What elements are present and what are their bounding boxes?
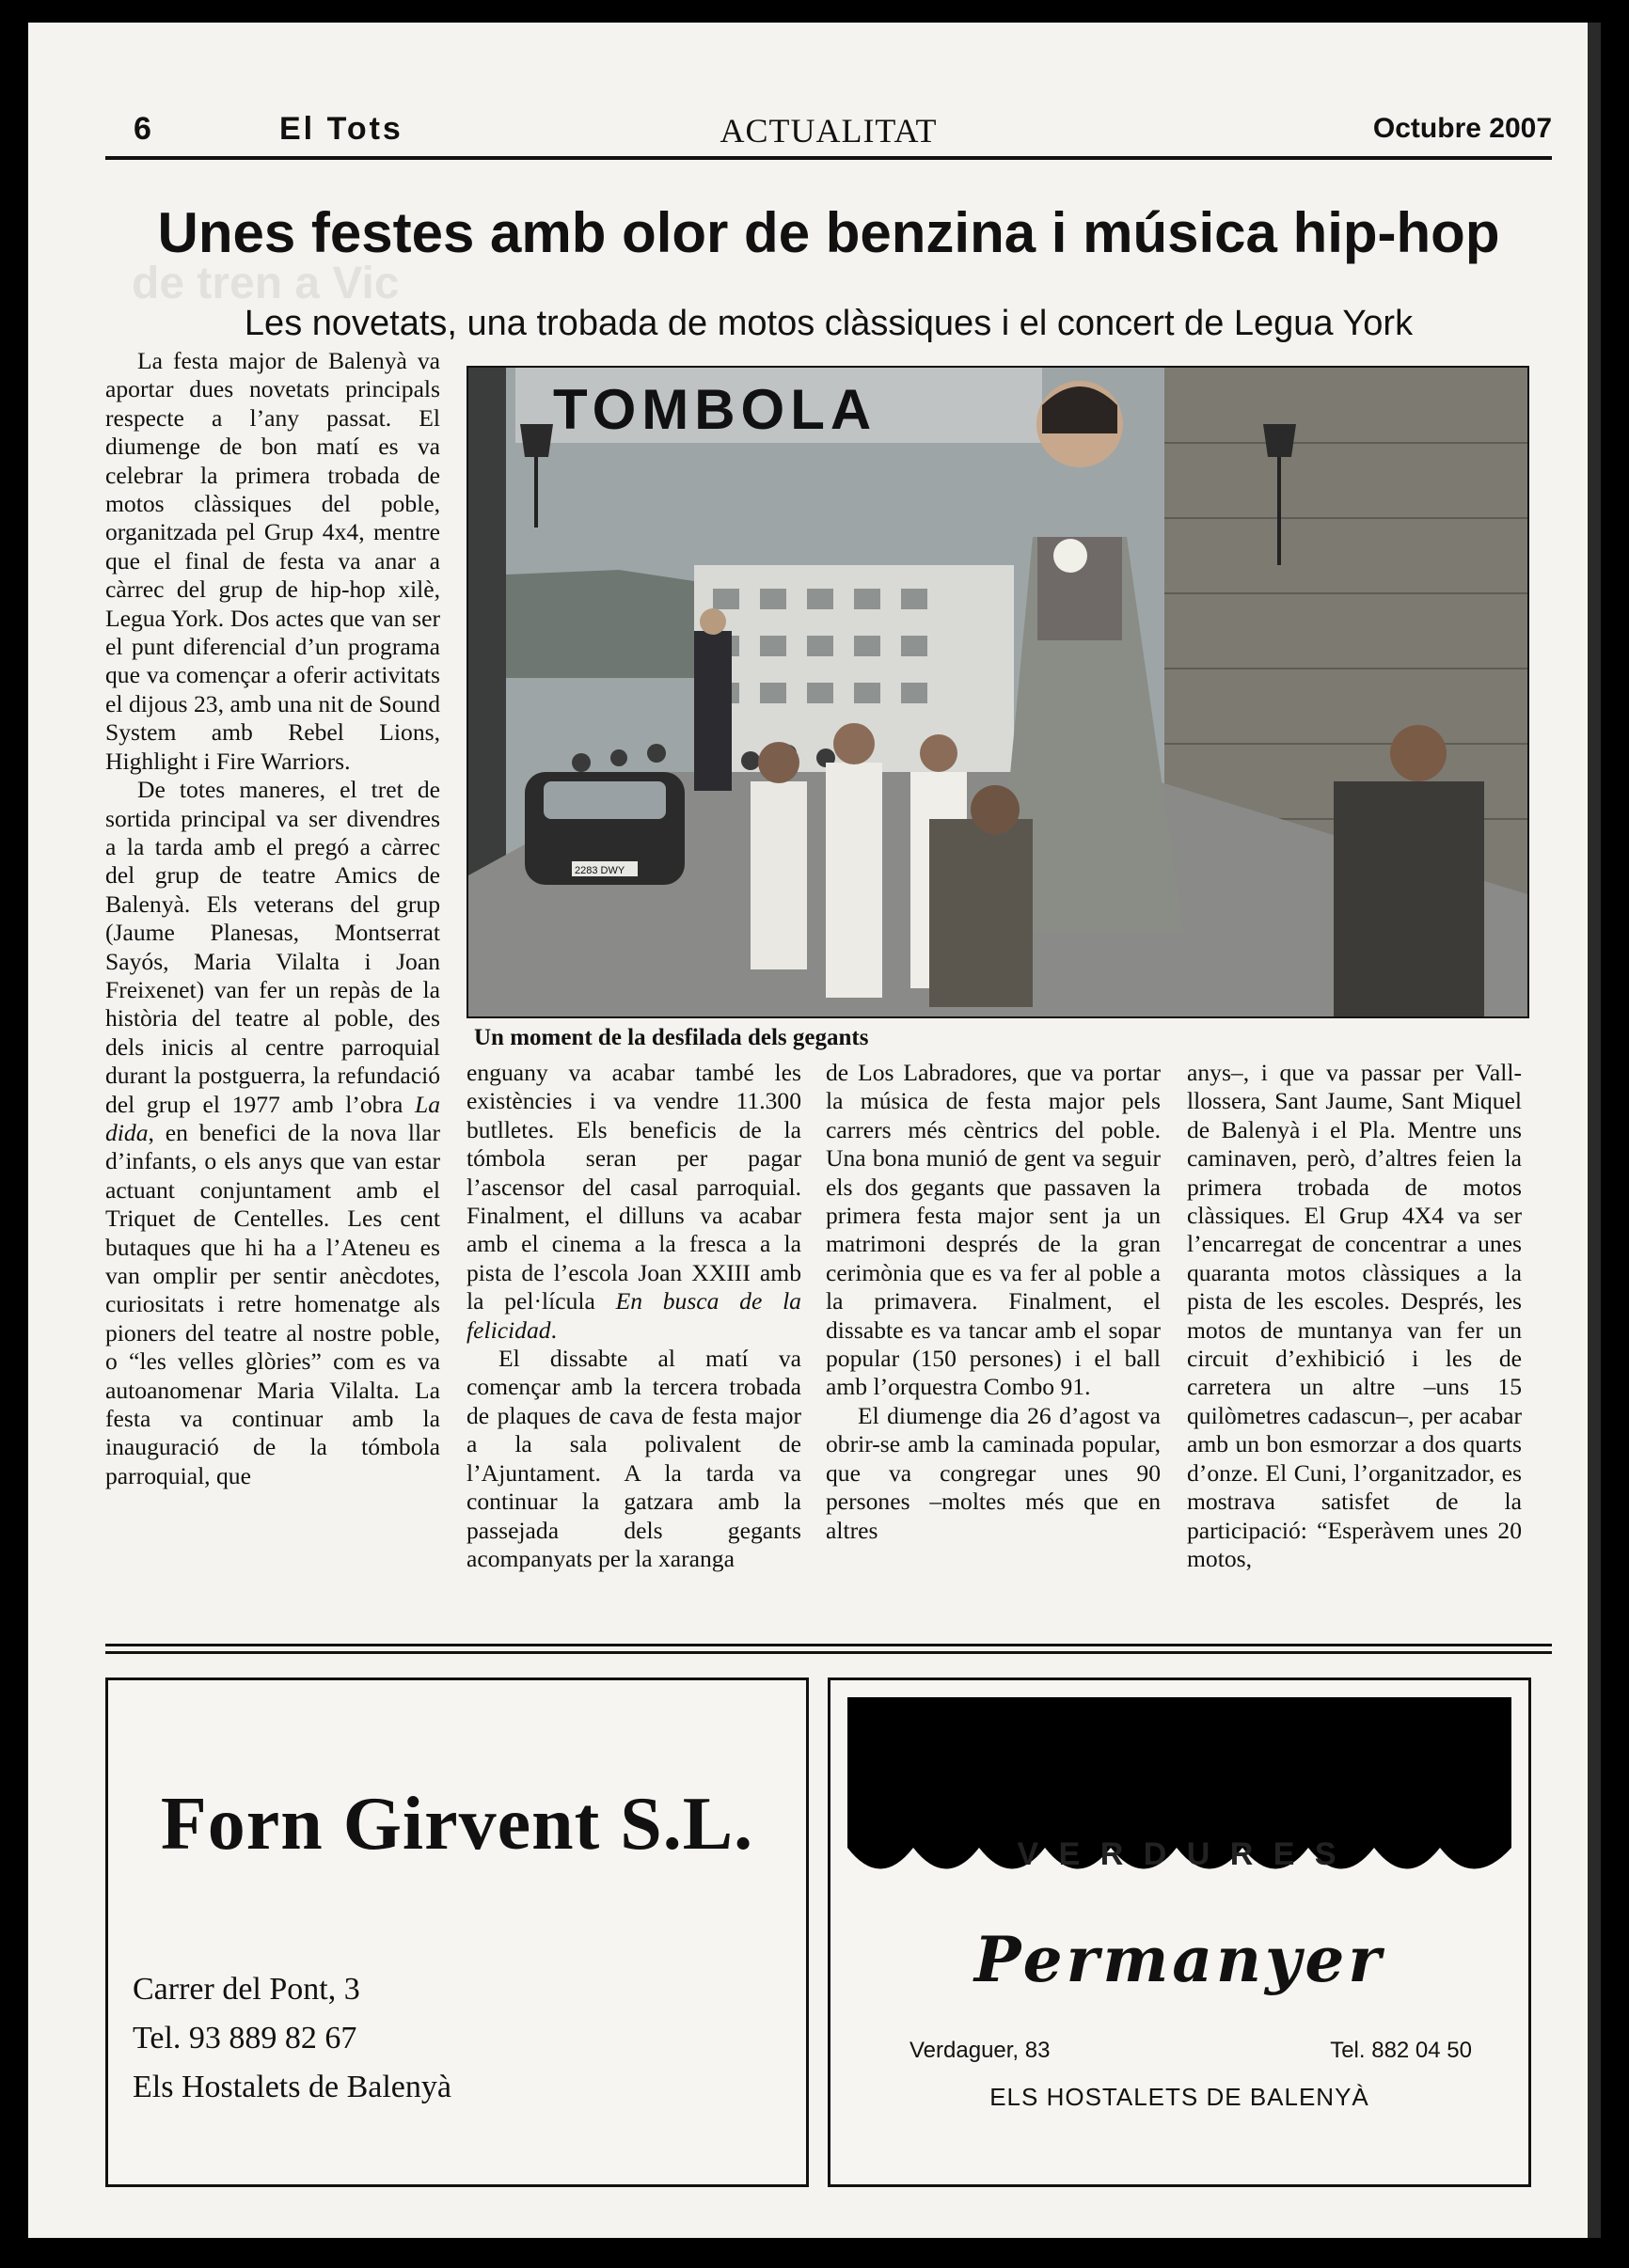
page-header: [105, 88, 1552, 160]
paragraph: El dissabte al matí va començar amb la tercera trobada de plaques de cava de festa major a la sala polivalent de l’Ajuntament. A la tarda va continuar la gatzara amb la passejada dels gegants acompanyats per la xaranga: [467, 1345, 801, 1572]
article-column-3: [826, 1059, 1161, 1545]
advert-business-name: Permanyer: [973, 1923, 1385, 1996]
advert-business-name: Forn Girvent S.L.: [160, 1783, 754, 1866]
advert-forn-girvent: [105, 1677, 809, 2187]
paragraph: De totes maneres, el tret de sortida principal va ser divendres a la tarda amb el pregó a càrrec del grup de teatre Amics de Balenyà. Els veterans del grup (Jaume Planesas, Montserrat Sayós, Maria Vilalta i Joan Freixenet) van fer un repàs de la història del teatre al poble, des dels inicis al centre parroquial durant la postguerra, la refundació del grup el 1977 amb l’obra La dida, en benefici de la nova llar d’infants, o els anys que van estar actuant conjuntament amb el Triquet de Centelles. Les cent butaques que hi ha a l’Ateneu es van omplir per sentir anècdotes, curiositats i retre homenatge als pioners del teatre al nostre poble, o “les velles glòries” com es va autoanomenar Maria Vilalta. La festa va continuar amb la inauguració de la tómbola parroquial, que: [105, 776, 440, 1489]
paragraph: La festa major de Balenyà va aportar dues novetats principals respecte a l’any passat. El diumenge de bon matí es va celebrar la primera trobada de motos clàssiques del poble, organitzada pel Grup 4x4, mentre que el final de festa va anar a càrrec del grup de hip-hop xilè, Legua York. Dos actes que van ser el punt diferencial d’un programa que va començar a oferir activitats el dijous 23, amb una nit de Sound System amb Rebel Lions, Highlight i Fire Warriors.: [105, 347, 440, 775]
divider-rule: [105, 1651, 1552, 1654]
paragraph: de Los Labradores, que va portar la música de festa major pels carrers més cèntrics del poble. Una bona munió de gent va seguir els dos gegants que passaven la primera festa major sent ja un matrimoni després de la gran cerimònia que es va fer al poble a la primavera. Finalment, el dissabte es va tancar amb el sopar popular (150 persones) i el ball amb l’orquestra Combo 91.: [826, 1059, 1161, 1401]
photo-caption: Un moment de la desfilada dels gegants: [474, 1025, 869, 1050]
show-through: de tren a Vic: [132, 259, 400, 308]
advert-permanyer: [828, 1677, 1531, 2187]
issue-date: Octubre 2007: [1372, 113, 1552, 144]
paragraph: enguany va acabar també les existències i va vendre 11.300 butlletes. Els beneficis de la tómbola seran per pagar l’ascensor del casal parroquial. Finalment, el dilluns va acabar amb el cinema a la fresca a la pista de l’escola Joan XXIII amb la pel·lícula En busca de la felicidad.: [467, 1059, 801, 1344]
advert-town: ELS HOSTALETS DE BALENYÀ: [989, 2083, 1369, 2111]
parade-photo: [467, 366, 1529, 1018]
advert-town: Els Hostalets de Balenyà: [133, 2070, 451, 2104]
article-subheadline: Les novetats, una trobada de motos clàssiques i el concert de Legua York: [244, 304, 1414, 343]
paragraph: El diumenge dia 26 d’agost va obrir-se amb la caminada popular, que va congregar unes 90 persones –moltes més que en altres: [826, 1401, 1161, 1544]
awning-logo: [847, 1697, 1511, 1904]
article-column-1: [105, 347, 440, 1490]
advert-phone: Tel. 93 889 82 67: [133, 2021, 357, 2055]
article-column-2: [467, 1059, 801, 1573]
svg-text:2283 DWY: 2283 DWY: [575, 865, 625, 876]
paragraph: anys–, i que va passar per Vall-llossera, Sant Jaume, Sant Miquel de Balenyà i el Pla. Mentre uns caminaven, però, d’altres feien la primera trobada de motos clàssiques. El Grup 4X4 va ser l’encarregat de concentrar a unes quaranta motos clàssiques a la pista de les escoles. Després, les motos de muntanya van fer un circuit d’exhibició i les de carretera un altre –uns 15 quilòmetres cadascun–, per acabar amb un bon esmorzar a dos quarts d’onze. El Cuni, l’organitzador, es mostrava satisfet de la participació: “Esperàvem unes 20 motos,: [1187, 1059, 1522, 1572]
svg-text:TOMBOLA: TOMBOLA: [553, 378, 878, 441]
page-edge: [1588, 23, 1601, 2238]
article-column-4: [1187, 1059, 1522, 1573]
giants-parade-illustration: [468, 368, 1527, 1016]
article-headline: Unes festes amb olor de benzina i música hip-hop: [157, 201, 1500, 264]
newspaper-page: [28, 23, 1601, 2238]
advert-address: Verdaguer, 83: [909, 2038, 1051, 2063]
advert-phone: Tel. 882 04 50: [1330, 2038, 1472, 2063]
publication-name: El Tots: [279, 111, 403, 147]
page-number: 6: [134, 111, 151, 147]
advert-address: Carrer del Pont, 3: [133, 1972, 360, 2007]
section-title: ACTUALITAT: [720, 112, 938, 150]
svg-text:V E R D U R E S: V E R D U R E S: [1017, 1836, 1342, 1872]
divider-rule: [105, 1644, 1552, 1646]
